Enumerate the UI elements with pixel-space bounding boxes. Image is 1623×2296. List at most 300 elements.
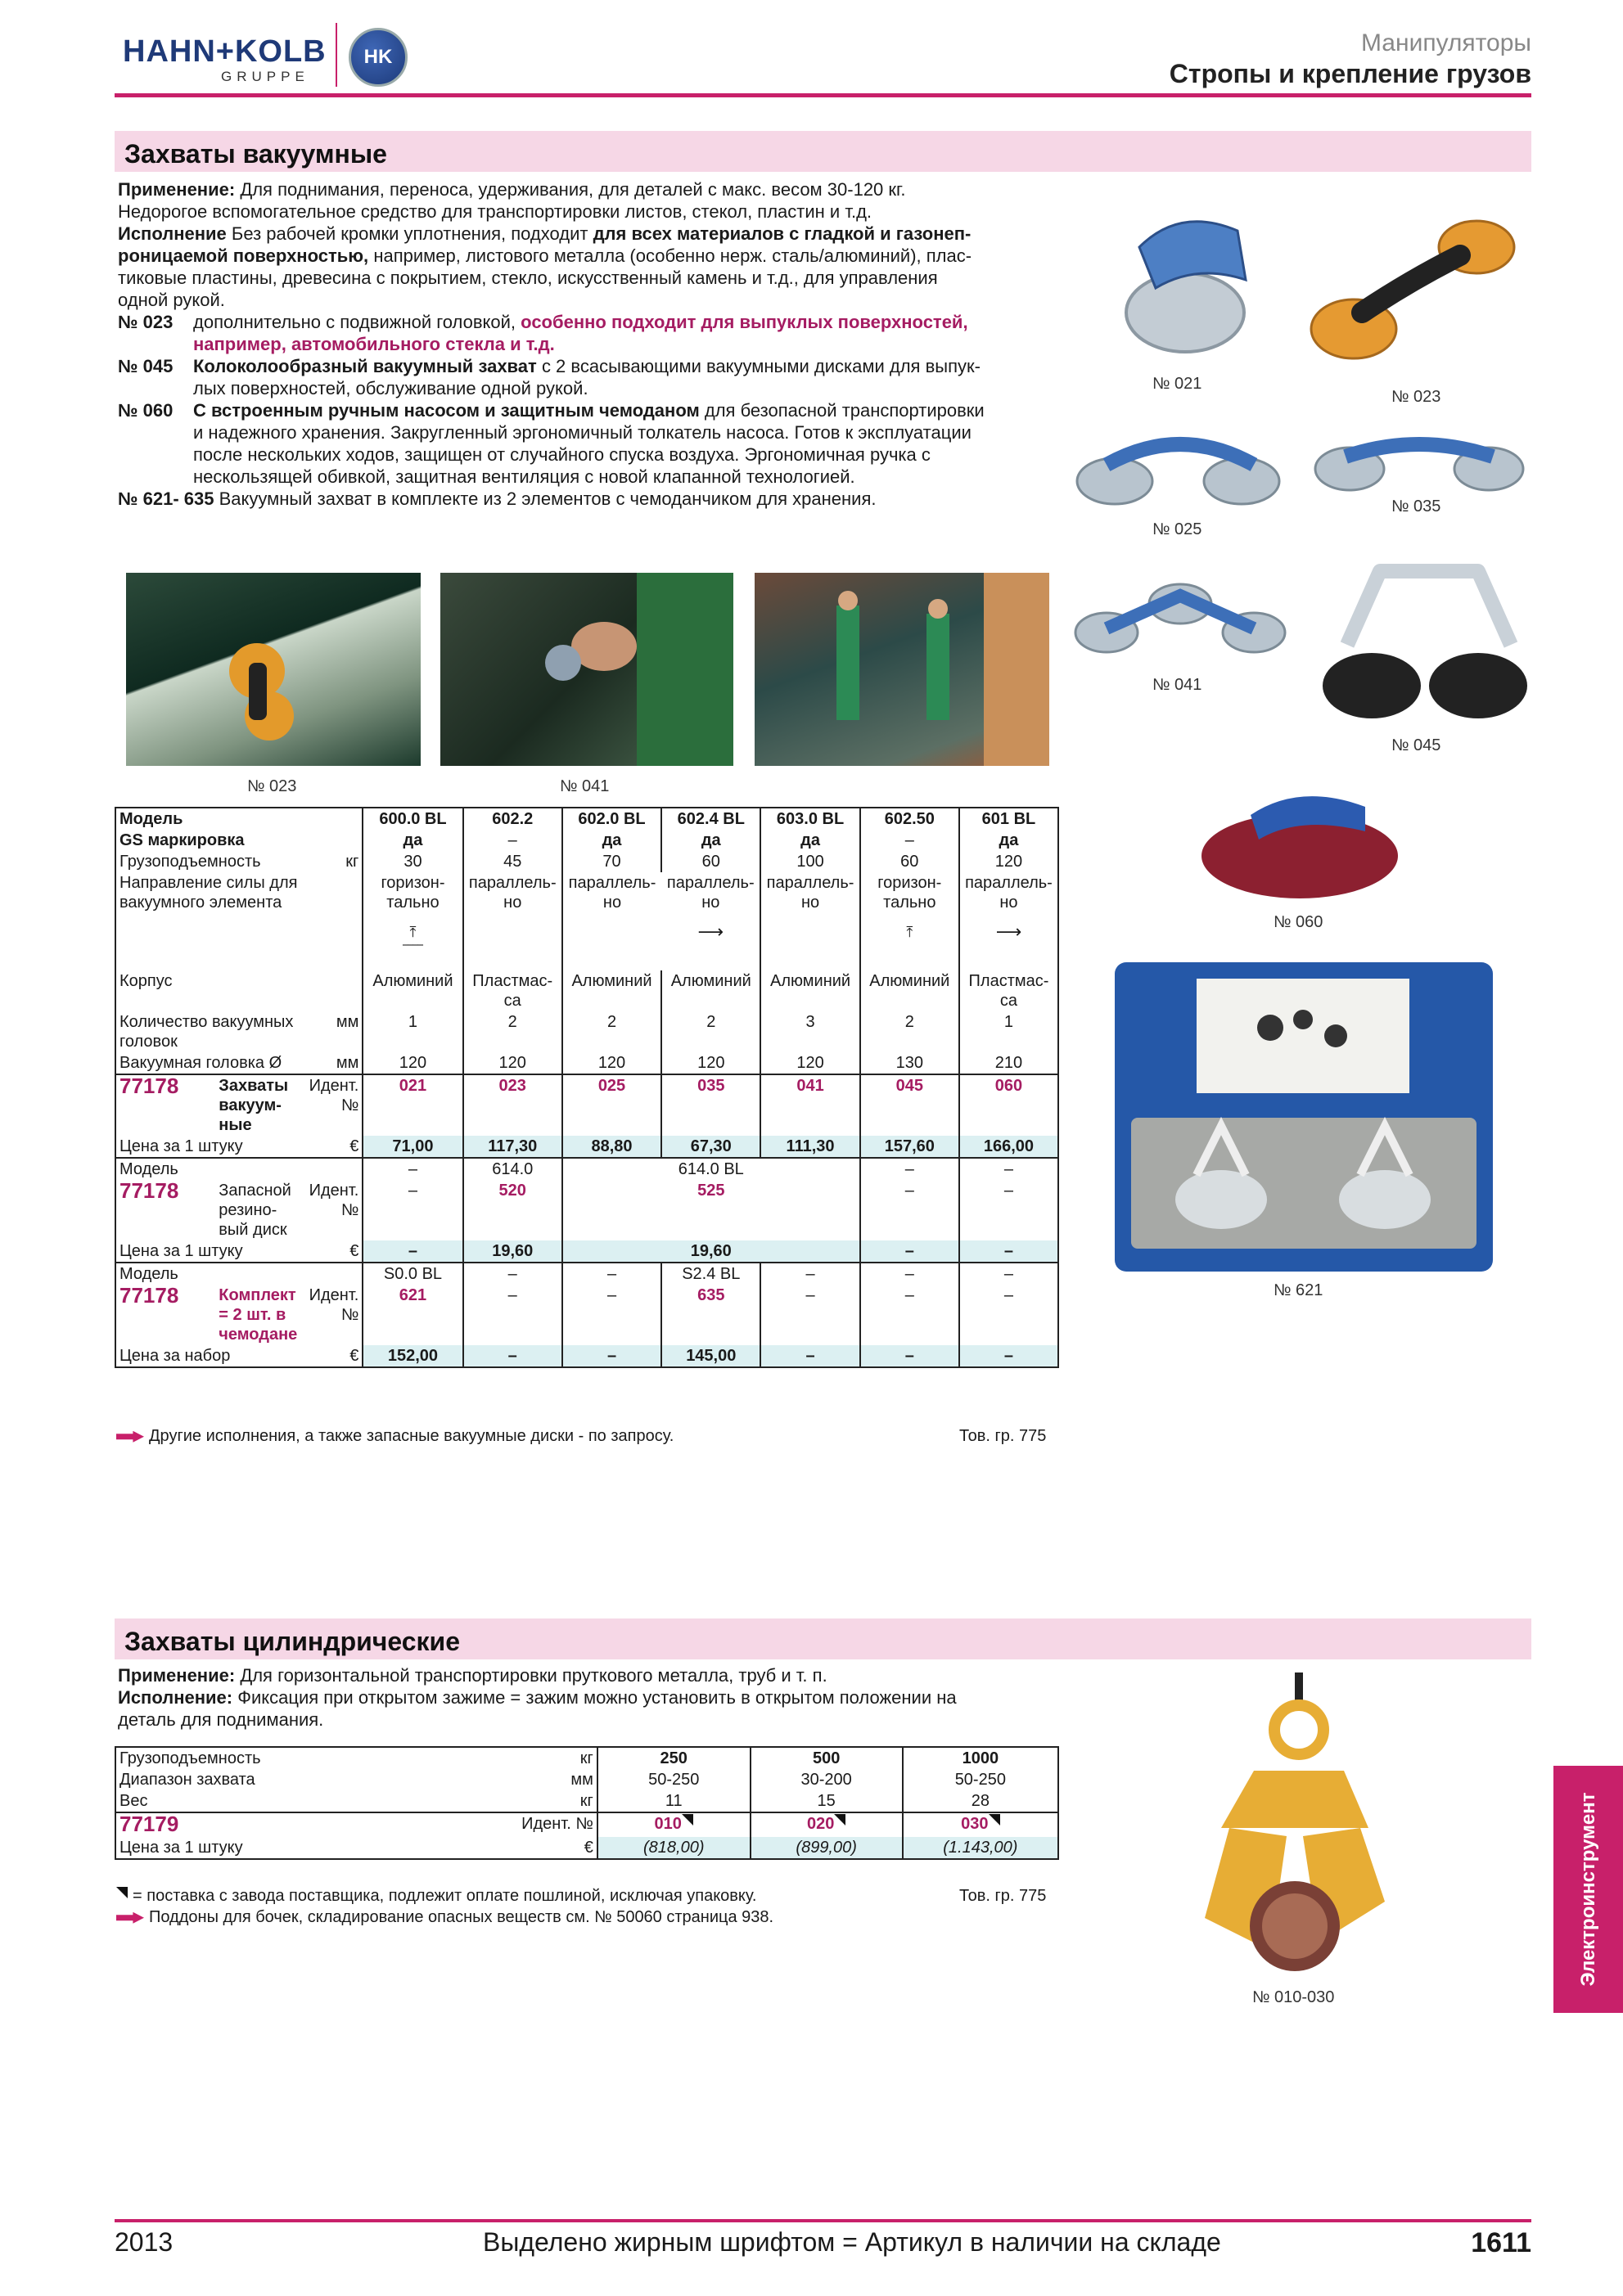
row-model-3 [115,1263,1058,1285]
dir-text: горизон- [381,874,445,892]
cyl-note-1-text: = поставка с завода поставщика, подлежит оплате пошлиной, исключая упаковку. [133,1887,757,1905]
row-body [115,970,1058,1011]
load-cell: 60 [661,851,760,872]
heads-cell: 2 [463,1011,562,1052]
exec-text-4: одной рукой. [118,290,225,310]
dir-cell [661,872,760,970]
label-heads [115,1011,304,1052]
label-model-2: Модель [115,1158,304,1180]
dir-cell [860,872,959,970]
supplier-delivery-icon [834,1814,845,1826]
cyl-price-cell: (899,00) [751,1837,903,1859]
model2-cell: – [363,1158,462,1180]
article-name [215,1074,304,1136]
n621-label: № 621- 635 [118,488,214,509]
price-cell: – [760,1345,859,1367]
n045-text-2: лых поверхностей, обслуживание одной рукой. [193,378,588,398]
n023-highlight: особенно подходит для выпуклых поверхностей, [521,312,968,332]
cyl-ident-text: 020 [806,1815,835,1833]
product-caption-023: № 023 [1391,388,1441,406]
product-image-035 [1313,424,1526,497]
gs-cell: да [661,830,760,851]
ident-cell: 621 [363,1285,462,1345]
article-name-text: = 2 шт. в [219,1306,286,1324]
gs-cell: да [760,830,859,851]
header-divider [115,93,1531,97]
body-text: са [999,992,1018,1010]
logo-brand: HAHN+KOLB [123,34,327,69]
label-load: Грузоподъемность [115,1747,498,1769]
label-gs: GS маркировка [115,830,304,851]
body-cell [363,970,462,1011]
load-cell: 100 [760,851,859,872]
n060-label: № 060 [118,400,174,421]
cyl-range-cell: 30-200 [751,1769,903,1790]
product-image-060 [1193,766,1406,905]
row-cyl-price [115,1837,1058,1859]
dir-cell [760,872,859,970]
dir-cell [463,872,562,970]
model3-cell: – [860,1263,959,1285]
cyl-exec-text: Фиксация при открытом зажиме = зажим можно установить в открытом положении на [237,1687,957,1708]
dia-cell: 130 [860,1052,959,1074]
price-cell: – [959,1240,1058,1263]
ident-cell: 021 [363,1074,462,1136]
cyl-group: Тов. гр. 775 [959,1887,1047,1905]
row-cyl-weight [115,1790,1058,1812]
supplier-delivery-icon [682,1814,693,1826]
cyl-load-cell: 250 [597,1747,751,1769]
gs-cell: да [959,830,1058,851]
gs-cell: да [363,830,462,851]
heads-cell: 1 [363,1011,462,1052]
n621-text: Вакуумный захват в комплекте из 2 элементов с чемоданчиком для хранения. [219,488,877,509]
row-cyl-article [115,1812,1058,1837]
product-image-621-case [1115,962,1493,1272]
article-number-text: 77178 [119,1074,179,1098]
unit-kg: кг [498,1790,597,1812]
row-load [115,851,1058,872]
dia-cell: 120 [562,1052,661,1074]
product-caption-035: № 035 [1391,497,1441,515]
currency: € [304,1240,363,1263]
n023-text: дополнительно с подвижной головкой, [193,312,516,332]
label-price-set: Цена за набор [115,1345,304,1367]
model3-cell: S0.0 BL [363,1263,462,1285]
label-load: Грузоподъемность [115,851,304,872]
dir-text: но [503,894,522,912]
price-cell: 19,60 [463,1240,562,1263]
body-text: Алюминий [769,972,851,990]
body-text: Алюминий [372,972,453,990]
ident-cell: 025 [562,1074,661,1136]
n023-highlight-2: например, автомобильного стекла и т.д. [193,334,555,354]
force-up-icon: ⤒ [906,924,913,940]
unit-mm: мм [498,1769,597,1790]
article-number [115,1812,498,1837]
ident-cell: 520 [463,1180,562,1240]
row-article-2 [115,1180,1058,1240]
cyl-ident-text: 030 [961,1815,989,1833]
n060-text-3: после нескольких ходов, защищен от случайного спуска воздуха. Эргономичная ручка с [193,444,931,465]
price-cell: 111,30 [760,1136,859,1158]
cyl-note-2 [116,1908,773,1927]
n045-bold: Колоколообразный вакуумный захват [193,356,537,376]
n060-text: для безопасной транспортировки [704,400,985,421]
load-cell: 45 [463,851,562,872]
article-name-text: Запасной [219,1182,291,1200]
unit-mm: мм [304,1011,363,1052]
price-cell: – [562,1345,661,1367]
model3-cell: – [562,1263,661,1285]
cyl-ident-text: 010 [654,1815,682,1833]
dir-text: но [602,894,622,912]
label-weight: Вес [115,1790,498,1812]
n060-text-2: и надежного хранения. Закругленный эргономичный толкатель насоса. Готов к эксплуатации [193,422,972,443]
table1-note-text: Другие исполнения, а также запасные вакуумные диски - по запросу. [149,1427,674,1445]
dir-text: параллель- [666,874,755,892]
model2-cell: – [959,1158,1058,1180]
dir-text: но [701,894,720,912]
dir-cell [959,872,1058,970]
body-cell [661,970,760,1011]
force-parallel-icon: ⟶ [995,921,1022,942]
ident-cell: 525 [562,1180,860,1240]
side-tab-label: Электроинструмент [1576,1792,1599,1987]
cyl-ident-cell [597,1812,751,1837]
cyl-ident-cell [903,1812,1058,1837]
dir-text: но [800,894,820,912]
heads-cell: 2 [562,1011,661,1052]
body-text: са [503,992,521,1010]
cylindrical-description [118,1664,1067,1731]
price-cell: 71,00 [363,1136,462,1158]
product-caption-021: № 021 [1152,375,1202,393]
dia-cell: 120 [760,1052,859,1074]
product-image-cylinder-clamp [1172,1672,1409,1993]
article-number-text: 77178 [119,1283,179,1308]
supplier-delivery-icon [116,1887,128,1898]
cyl-app-label: Применение: [118,1665,236,1686]
n023-label: № 023 [118,312,174,332]
application-text: Для поднимания, переноса, удерживания, для деталей с макс. весом 30-120 кг. [240,179,906,200]
load-cell: 60 [860,851,959,872]
cylindrical-table-body [115,1746,1059,1860]
product-image-041 [1074,563,1287,661]
header-category: Манипуляторы [1360,29,1531,56]
model3-cell: – [959,1263,1058,1285]
label-model-3: Модель [115,1263,304,1285]
load-cell: 30 [363,851,462,872]
table1-note [116,1427,674,1446]
cyl-price-cell: (1.143,00) [903,1837,1058,1859]
article-number [115,1180,215,1240]
product-image-021 [1107,190,1262,362]
row-price-3 [115,1345,1058,1367]
exec-text-2: например, листового металла (особенно нерж. сталь/алюминий), плас- [373,245,972,266]
company-logo [123,23,417,88]
label-range: Диапазон захвата [115,1769,498,1790]
header-subcategory: Стропы и крепление грузов [1169,59,1531,88]
model3-cell: – [760,1263,859,1285]
force-up-icon: ⤒ ‾‾‾‾ [403,924,423,960]
cyl-weight-cell: 15 [751,1790,903,1812]
body-text: Алюминий [571,972,652,990]
product-caption-621: № 621 [1274,1281,1323,1299]
photo-worker-glass [440,573,733,766]
gs-cell: – [463,830,562,851]
cyl-note-2-text: Поддоны для бочек, складирование опасных веществ см. № 50060 страница 938. [149,1908,774,1926]
label-price: Цена за 1 штуку [115,1240,304,1263]
cyl-ident-cell [751,1812,903,1837]
price-cell: – [363,1240,462,1263]
row-diameter [115,1052,1058,1074]
currency: € [498,1837,597,1859]
dir-text: тально [386,894,440,912]
photo-workers-cart [755,573,1049,766]
cyl-price-cell: (818,00) [597,1837,751,1859]
dia-cell: 120 [661,1052,760,1074]
cyl-exec-label: Исполнение: [118,1687,233,1708]
article-name-text: Комплект [219,1286,296,1304]
photo-car-window [126,573,421,766]
gs-cell: – [860,830,959,851]
model-cell: 601 BL [959,808,1058,830]
dia-cell: 210 [959,1052,1058,1074]
currency: € [304,1345,363,1367]
vacuum-description [118,178,1067,510]
row-article-3 [115,1285,1058,1345]
vacuum-line2: Недорогое вспомогательное средство для транспортировки листов, стекол, пластин и т.д. [118,201,872,222]
gs-cell: да [562,830,661,851]
article-name-text: Захваты [219,1077,289,1095]
article-name-text: чемодане [219,1326,298,1344]
ident-cell: 635 [661,1285,760,1345]
ident-label: Идент. № [304,1180,363,1240]
force-parallel-icon: ⟶ [697,921,724,942]
heads-cell: 3 [760,1011,859,1052]
cyl-note-1 [116,1887,756,1906]
cyl-app-text: Для горизонтальной транспортировки пруткового металла, труб и т. п. [240,1665,827,1686]
article-number-text: 77179 [119,1812,179,1836]
heads-cell: 1 [959,1011,1058,1052]
article-number [115,1074,215,1136]
body-text: Пластмас- [472,972,553,990]
label-model: Модель [115,808,304,830]
model-cell: 602.4 BL [661,808,760,830]
dir-text: параллель- [468,874,557,892]
model-cell: 602.50 [860,808,959,830]
product-caption-025: № 025 [1152,520,1202,538]
body-text: Алюминий [670,972,751,990]
article-number-text: 77178 [119,1178,179,1203]
label-direction: Направление силы для вакуумного элемента [115,872,304,970]
article-name-text: резино- [219,1201,277,1219]
row-model-2 [115,1158,1058,1180]
row-price-1 [115,1136,1058,1158]
cyl-load-cell: 500 [751,1747,903,1769]
ident-label: Идент. № [304,1074,363,1136]
footer-divider [115,2219,1531,2222]
row-direction [115,872,1058,970]
ident-cell: 045 [860,1074,959,1136]
row-heads [115,1011,1058,1052]
ident-cell: – [860,1180,959,1240]
body-text: Пластмас- [968,972,1049,990]
exec-label: Исполнение [118,223,227,244]
body-cell [860,970,959,1011]
load-cell: 120 [959,851,1058,872]
label-price: Цена за 1 штуку [115,1837,498,1859]
logo-group: GRUPPE [221,69,309,84]
dir-text: параллель- [568,874,656,892]
ident-cell: – [760,1285,859,1345]
product-image-025 [1074,424,1287,514]
dir-text: но [999,894,1018,912]
vacuum-spec-table [115,807,1059,1368]
model-cell: 602.0 BL [562,808,661,830]
price-cell: 19,60 [562,1240,860,1263]
unit-kg: кг [498,1747,597,1769]
dia-cell: 120 [463,1052,562,1074]
section-title-vacuum: Захваты вакуумные [115,131,1531,172]
label-heads-b: головок [119,1033,178,1051]
application-label: Применение: [118,179,236,200]
n045-text: с 2 всасывающими вакуумными дисками для выпук- [541,356,981,376]
label-price: Цена за 1 штуку [115,1136,304,1158]
article-name-text: вый диск [219,1221,287,1239]
ident-cell: 060 [959,1074,1058,1136]
ident-label: Идент. № [304,1285,363,1345]
n045-label: № 045 [118,356,174,376]
cyl-weight-cell: 11 [597,1790,751,1812]
ident-label: Идент. № [498,1812,597,1837]
dir-cell [562,872,661,970]
unit-mm: мм [304,1052,363,1074]
model3-cell: – [463,1263,562,1285]
model-cell: 600.0 BL [363,808,462,830]
label-body: Корпус [115,970,304,1011]
load-cell: 70 [562,851,661,872]
article-name-text: вакуум- [219,1096,282,1114]
price-cell: – [959,1345,1058,1367]
exec-text-3: тиковые пластины, древесина с покрытием, стекло, искусственный камень и т.д., для управления [118,268,938,288]
n060-bold: С встроенным ручным насосом и защитным чемоданом [193,400,700,421]
table1-group: Тов. гр. 775 [959,1427,1047,1445]
price-cell: 117,30 [463,1136,562,1158]
price-cell: 157,60 [860,1136,959,1158]
body-cell [562,970,661,1011]
ident-cell: 041 [760,1074,859,1136]
footer-note: Выделено жирным шрифтом = Артикул в наличии на складе [483,2227,1221,2257]
row-cyl-range [115,1769,1058,1790]
price-cell: 152,00 [363,1345,462,1367]
ident-cell: – [860,1285,959,1345]
model2-cell: – [860,1158,959,1180]
photo-caption-041: № 041 [560,777,610,795]
footer-year: 2013 [115,2227,174,2257]
arrow-icon [116,1431,144,1443]
exec-bold-cont: роницаемой поверхностью, [118,245,369,266]
model-cell: 603.0 BL [760,808,859,830]
row-model [115,808,1058,830]
product-caption-cylinder: № 010-030 [1252,1988,1335,2006]
model-cell: 602.2 [463,808,562,830]
currency: € [304,1136,363,1158]
article-name-text: ные [219,1116,252,1134]
product-caption-045: № 045 [1391,736,1441,754]
cyl-range-cell: 50-250 [903,1769,1058,1790]
body-text: Алюминий [869,972,950,990]
page-number: 1611 [1471,2227,1531,2258]
logo-emblem: HK [349,28,408,87]
ident-cell: – [562,1285,661,1345]
product-caption-041: № 041 [1152,676,1202,694]
label-heads-a: Количество вакуумных [119,1013,294,1031]
heads-cell: 2 [661,1011,760,1052]
ident-cell: – [363,1180,462,1240]
price-cell: – [463,1345,562,1367]
cyl-load-cell: 1000 [903,1747,1058,1769]
product-image-023 [1305,190,1534,378]
exec-text: Без рабочей кромки уплотнения, подходит [231,223,588,244]
row-cyl-load [115,1747,1058,1769]
ident-cell: – [959,1180,1058,1240]
ident-cell: – [959,1285,1058,1345]
price-cell: – [860,1240,959,1263]
cyl-range-cell: 50-250 [597,1769,751,1790]
dir-text: параллель- [965,874,1053,892]
price-cell: 166,00 [959,1136,1058,1158]
logo-divider [336,23,337,87]
dir-text: параллель- [766,874,854,892]
exec-bold: для всех материалов с гладкой и газонеп- [593,223,972,244]
row-gs [115,830,1058,851]
model2-cell: 614.0 BL [562,1158,860,1180]
dia-cell: 120 [363,1052,462,1074]
article-name [215,1180,304,1240]
cyl-weight-cell: 28 [903,1790,1058,1812]
section-title-cylindrical: Захваты цилиндрические [115,1618,1531,1659]
row-article-1 [115,1074,1058,1136]
row-price-2 [115,1240,1058,1263]
article-name [215,1285,304,1345]
model3-cell: S2.4 BL [661,1263,760,1285]
cyl-exec-text-2: деталь для поднимания. [118,1709,324,1730]
price-cell: 67,30 [661,1136,760,1158]
dir-cell [363,872,462,970]
arrow-icon [116,1912,144,1924]
heads-cell: 2 [860,1011,959,1052]
photo-caption-023: № 023 [247,777,297,795]
body-cell [760,970,859,1011]
article-number [115,1285,215,1345]
unit-kg: кг [304,851,363,872]
ident-cell: – [463,1285,562,1345]
body-cell [959,970,1058,1011]
dir-text: тально [883,894,936,912]
body-cell [463,970,562,1011]
ident-cell: 023 [463,1074,562,1136]
supplier-delivery-icon [989,1814,1000,1826]
price-cell: 145,00 [661,1345,760,1367]
side-tab-power-tools[interactable] [1553,1766,1623,2013]
price-cell: – [860,1345,959,1367]
dir-text: горизон- [877,874,942,892]
model2-cell: 614.0 [463,1158,562,1180]
product-caption-060: № 060 [1274,913,1323,931]
label-diameter: Вакуумная головка Ø [115,1052,304,1074]
